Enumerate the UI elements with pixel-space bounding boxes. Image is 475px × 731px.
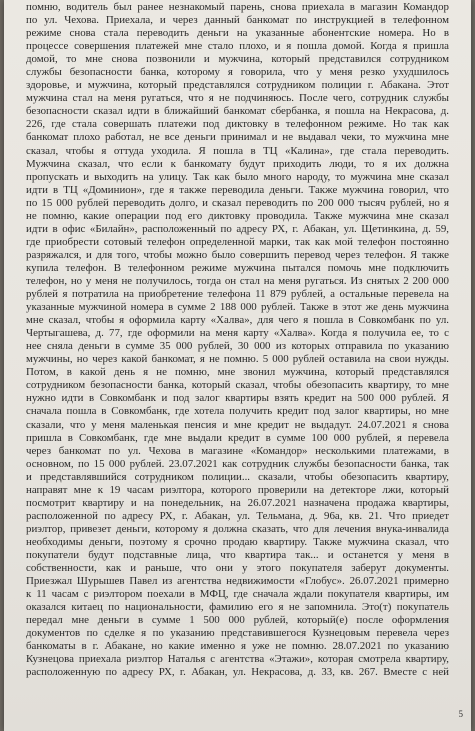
text-line: мне сказал, чтобы я оформила карту «Халва», для чего я пошла в Совкомбанк по ул.: [26, 314, 449, 327]
text-line: пропускать и выходить на улицу. Так как было много народу, то мужчина мне сказал: [26, 170, 449, 183]
text-line: службы безопасности банка, которому я говорила, что у меня резко ухудшилось: [26, 66, 449, 79]
text-line: разряжался, и для того, чтобы можно было совершить перевод через телефон. Я также: [26, 248, 449, 261]
text-line: необходимы деньги, поэтому я срочно продаю квартиру. Также мужчина сказал, что: [26, 535, 449, 548]
text-line: оказался китаец по национальности, фамилию его я не запомнила. Это(т) покупатель: [26, 601, 449, 614]
text-line: покупатели будут подставные лица, что квартира так... и останется у меня в: [26, 548, 449, 561]
text-line: направят мне к 19 часам риэлтора, которого проверили на детекторе лжи, который: [26, 483, 449, 496]
text-line: Мужчина сказал, что если к банкомату будут приходить люди, то я их должна: [26, 157, 449, 170]
text-line: Приезжал Шурышев Павел из агентства недвижимости «Глобус». 26.07.2021 примерно: [26, 575, 449, 588]
text-line: нужно идти в Совкомбанк и под залог квартиры взять кредит на 500 000 рублей. Я: [26, 392, 449, 405]
text-line: нее сняла деньги в сумме 35 000 рублей, 30 000 из которых отправила по указанию: [26, 340, 449, 353]
text-line: посмотрит квартиру и на понедельник, на 26.07.2021 назначена продажа квартиры,: [26, 496, 449, 509]
text-line: Кузнецова приехала риэлтор Наталья с агентства «Этажи», которая смотрела квартиру,: [26, 653, 449, 666]
document-page: [4, 0, 471, 731]
text-line: Чертыгашева, д. 77, где оформили на меня карту «Халва». Когда я получила ее, то с: [26, 327, 449, 340]
text-line: идти в офис «Билайн», расположенный по адресу РХ, г. Абакан, ул. Щетинкина, д. 59,: [26, 222, 449, 235]
text-line: сказали, что у меня маленькая пенсия и мне кредит не выдадут. 24.07.2021 я снова: [26, 418, 449, 431]
text-line: домой, то мне снова позвонили и мужчина, который представился сотрудником: [26, 53, 449, 66]
page-number: 5: [458, 709, 463, 719]
text-line: передал мне деньги в сумме 1 500 000 рублей, который(е) после оформления: [26, 614, 449, 627]
text-line: по ул. Чехова. Приехала, и через данный банкомат по инструкцией в телефонном: [26, 14, 449, 27]
text-line: мужчина стал на меня ругаться, что я не подчиняюсь. После чего, сотрудник службы: [26, 92, 449, 105]
text-line: и представлявшийся сотрудником полиции... сказали, чтобы обезопасить квартиру,: [26, 470, 449, 483]
text-line: документов по сделке я по указанию представившегося Кузнецовым перевела через: [26, 627, 449, 640]
text-line: расположенной по адресу РХ, г. Абакан, ул. Тельмана, д. 96а, кв. 21. Что приедет: [26, 509, 449, 522]
text-line: режиме снова стала переводить деньги на указанные абонентские номера. Но в: [26, 27, 449, 40]
text-line: рублей я потратила на приобретение телефона 11 879 рублей, а остальные перевела на: [26, 288, 449, 301]
document-body: [26, 1, 449, 679]
text-line: телефон, но у меня не получилось, тогда он стал на меня ругаться. Из снятых 2 200 000: [26, 274, 449, 287]
text-line: к 11 часам с риэлтором поехали в МФЦ, где сначала ждали покупателя квартиры, им: [26, 588, 449, 601]
text-line: процессе совершения платежей мне стало плохо, и я пошла домой. Когда я пришла: [26, 40, 449, 53]
text-line: банкоматы в г. Абакане, но какие именно я уже не помню. 28.07.2021 по указанию: [26, 640, 449, 653]
text-line: не помню, какие операции под его диктовку проводила. Также мужчина мне сказал: [26, 209, 449, 222]
text-line: идти в ТЦ «Доминион», где я также переводила деньги. Также мужчина говорил, что: [26, 183, 449, 196]
text-line: риэлтор, привезет деньги, которому я должна сказать, что для лечения внука-инвалида: [26, 522, 449, 535]
text-line: основном, по 15 000 рублей. 23.07.2021 как сотрудник службы безопасности банка, так: [26, 457, 449, 470]
text-line: Потом, в какой день я не помню, мне звонил мужчина, который представлялся: [26, 366, 449, 379]
text-line: купила телефон. В телефонном режиме мужчина пытался помочь мне подключить: [26, 261, 449, 274]
text-line: сначала пошла в Совкомбанк, где хотела получить кредит под залог квартиры, но мне: [26, 405, 449, 418]
text-line: безопасности сказал идти в ближайший банкомат сбербанка, я пошла на Некрасова, д.: [26, 105, 449, 118]
text-line: расположенную по адресу РХ, г. Абакан, ул. Некрасова, д. 33, кв. 267. Вместе с ней: [26, 666, 449, 679]
text-line: где приобрести сотовый телефон определенной марки, так как мой телефон постоянно: [26, 235, 449, 248]
text-line: мужчины, но через какой банкомат, я не помню. 5 000 рублей оставила на свои нужды.: [26, 353, 449, 366]
text-line: сказал, чтобы я оттуда уходила. Я пошла в ТЦ «Калина», где стала переводить.: [26, 144, 449, 157]
text-line: пришла в Совкомбанк, где мне выдали кредит в сумме 100 000 рублей, я перевела: [26, 431, 449, 444]
text-line: через банкомат по ул. Чехова в магазине «Командор» несколькими платежами, в: [26, 444, 449, 457]
text-line: 226, где стала совершать платежи под диктовку в телефонном режиме. Но так как: [26, 118, 449, 131]
text-line: собственности, как и раньше, что они у этого покупателя заберут документы.: [26, 562, 449, 575]
text-line: помню, водитель был ранее незнакомый парень, снова приехала в магазин Командор: [26, 1, 449, 13]
text-line: по 15 000 рублей переводить долго, и сказал переводить по 200 000 тысяч рублей, но я: [26, 196, 449, 209]
text-line: сотрудником безопасности банка, который сказал, чтобы обезопасить квартиру, то мне: [26, 379, 449, 392]
text-line: указанные мужчиной номера в сумме 2 188 000 рублей. Также в этот же день мужчина: [26, 301, 449, 314]
text-line: банкомат плохо работал, не все деньги принимал и не выдавал чеки, то мужчина мне: [26, 131, 449, 144]
text-line: здоровье, и мужчина, который представлялся сотрудником полиции г. Абакана. Этот: [26, 79, 449, 92]
